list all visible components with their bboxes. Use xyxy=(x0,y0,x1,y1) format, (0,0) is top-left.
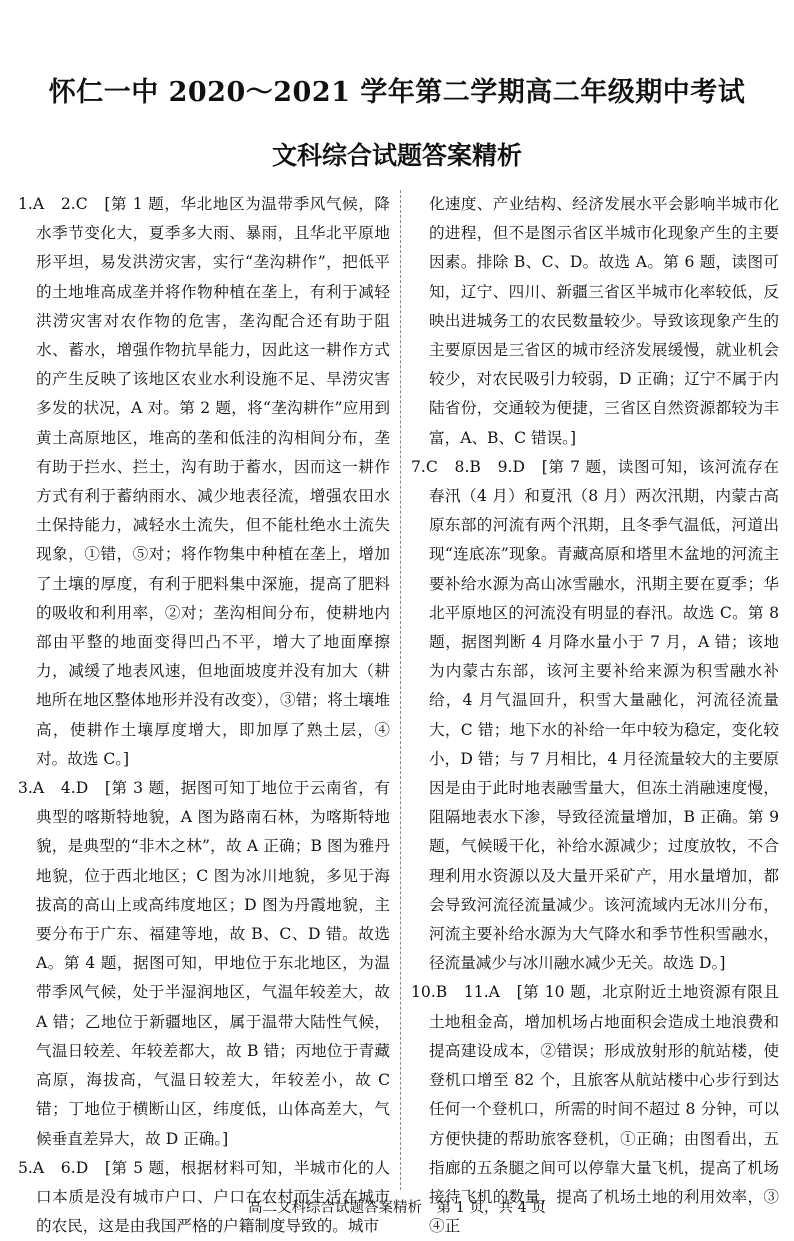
answer-item-10-11: 10.B 11.A [第 10 题，北京附近土地资源有限且土地租金高，增加机场占地面积会造成土地浪费和提高建设成本，②错误；形成放射形的航站楼，使登机口增至 82 个，且旅客从航站楼中心步行到达任何一个登机口，所需的时间不超过 8 分钟，可以方便快捷的帮助旅客登机，①正确；由图看出，五指廊的五条腿之间可以停靠大量飞机，提高了机场接待飞机的数量，提高了机场土地的利用效率，③④正 xyxy=(411,983,779,1236)
page-subtitle: 文科综合试题答案精析 xyxy=(271,141,522,170)
right-column xyxy=(411,190,779,1241)
page-title: 怀仁一中 2020～2021 学年第二学期高二年级期中考试 xyxy=(48,77,746,108)
column-divider xyxy=(400,190,401,1190)
answer-item-3-4: 3.A 4.D [第 3 题，据图可知丁地位于云南省，有典型的喀斯特地貌，A 图为路南石林，为喀斯特地貌，是典型的“非木之林”，故 A 正确；B 图为雅丹地貌，位于西北地区；C 图为冰川地貌，多见于海拔高的高山上或高纬度地区；D 图为丹霞地貌，主要分布于广东、福建等地，故 B、C、D 错。故选 A。第 4 题，据图可知，甲地位于东北地区，为温带季风气候，处于半湿润地区，气温年较差大，故 A 错；乙地位于新疆地区，属于温带大陆性气候，气温日较差、年较差都大，故 B 错；丙地位于青藏高原，海拔高，气温日较差大，年较差小，故 C 错；丁地位于横断山区，纬度低，山体高差大，气候垂直差异大，故 D 正确。] xyxy=(18,779,390,1148)
answer-item-7-9: 7.C 8.B 9.D [第 7 题，读图可知，该河流存在春汛（4 月）和夏汛（8 月）两次汛期，内蒙古高原东部的河流有两个汛期，且冬季气温低，河道出现“连底冻”现象。青藏高原和塔里木盆地的河流主要补给水源为高山冰雪融水，汛期主要在夏季；华北平原地区的河流没有明显的春汛。故选 C。第 8 题，据图判断 4 月降水量小于 7 月，A 错；该地为内蒙古东部，该河主要补给来源为积雪融水补给，4 月气温回升，积雪大量融化，河流径流量大，C 错；地下水的补给一年中较为稳定，变化较小，D 错；与 7 月相比，4 月径流量较大的主要原因是由于此时地表融雪量大，但冻土消融速度慢，阻隔地表水下渗，导致径流量增加，B 正确。第 9 题，气候暖干化，补给水源减少；过度放牧，不合理利用水资源以及大量开采矿产，用水量增加，都会导致河流径流量减少。该河流域内无冰川分布，河流主要补给水源为大气降水和季节性积雪融水，径流量减少与冰川融水减少无关。故选 D。] xyxy=(411,457,779,973)
page-footer: 高二文科综合试题答案精析 第 1 页，共 4 页 xyxy=(248,1200,546,1216)
answer-item-5-6-continued: 化速度、产业结构、经济发展水平会影响半城市化的进程，但不是图示省区半城市化现象产生的主要因素。排除 B、C、D。故选 A。第 6 题，读图可知，辽宁、四川、新疆三省区半城市化率较低，反映出进城务工的农民数量较少。导致该现象产生的主要原因是三省区的城市经济发展缓慢，就业机会较少，对农民吸引力较弱，D 正确；辽宁不属于内陆省份，交通较为便捷，三省区自然资源都较为丰富，A、B、C 错误。] xyxy=(429,195,779,447)
answer-item-5-6: 5.A 6.D [第 5 题，根据材料可知，半城市化的人口本质是没有城市户口、户口在农村而生活在城市的农民，这是由我国严格的户籍制度导致的。城市 xyxy=(18,1158,390,1236)
left-column xyxy=(18,190,390,1241)
answer-item-1-2: 1.A 2.C [第 1 题，华北地区为温带季风气候，降水季节变化大，夏季多大雨、暴雨，且华北平原地形平坦，易发洪涝灾害，实行“垄沟耕作”，把低平的土地堆高成垄并将作物种植在垄上，有利于减轻洪涝灾害对农作物的危害，垄沟配合还有助于阻水、蓄水，增强作物抗旱能力，因此这一耕作方式的产生反映了该地区农业水利设施不足、旱涝灾害多发的状况，A 对。第 2 题，将“垄沟耕作”应用到黄土高原地区，堆高的垄和低洼的沟相间分布，垄有助于拦水、拦土，沟有助于蓄水，因而这一耕作方式有利于蓄纳雨水、减少地表径流，增强农田水土保持能力，减轻水土流失，但不能杜绝水土流失现象，①错，⑤对；将作物集中种植在垄上，增加了土壤的厚度，有利于肥料集中深施，提高了肥料的吸收和利用率，②对；垄沟相间分布，使耕地内部由平整的地面变得凹凸不平，增大了地面摩擦力，减缓了地表风速，但地面坡度并没有加大（耕地所在地区整体地形并没有改变），③错；将土壤堆高，使耕作土壤厚度增大，即加厚了熟土层，④对。故选 C。] xyxy=(18,195,390,768)
